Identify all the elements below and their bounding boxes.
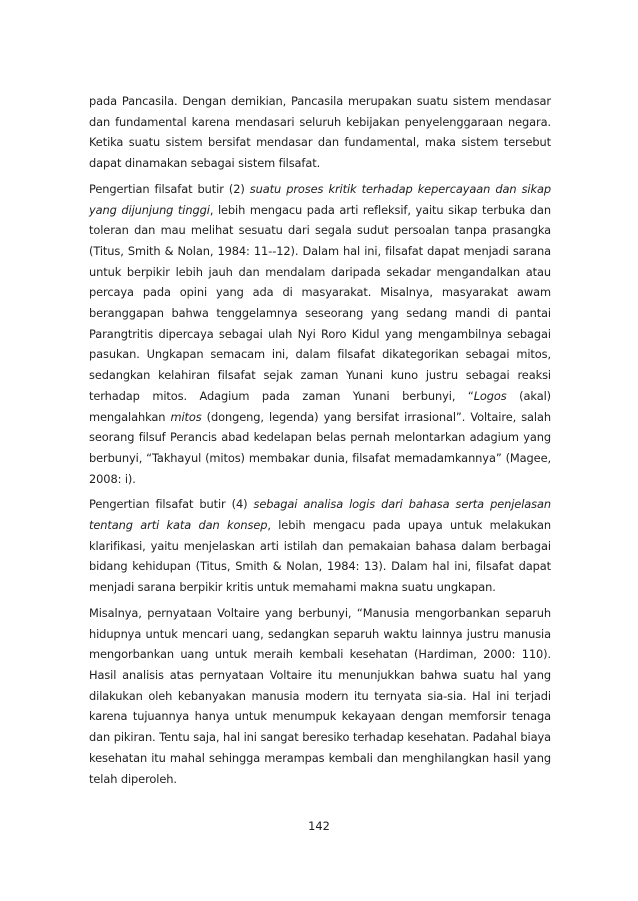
paragraph-3 bbox=[89, 494, 551, 598]
paragraph-4 bbox=[89, 603, 551, 789]
paragraph-3-text: , lebih mengacu pada upaya untuk melakukan klarifikasi, yaitu menjelaskan arti istilah dan pemakaian bahasa dalam berbagai bidang kehidupan (Titus, Smith & Nolan, 1984: 13). Dalam hal ini, filsafat dapat menjadi sarana berpikir kritis untuk memahami makna suatu ungkapan. bbox=[89, 518, 551, 595]
paragraph-2-text: , lebih mengacu pada arti refleksif, yaitu sikap terbuka dan toleran dan mau melihat sesuatu dari segala sudut persoalan tanpa prasangka (Titus, Smith & Nolan, 1984: 11--12). Dalam hal ini, filsafat dapat menjadi sarana untuk berpikir lebih jauh dan mendalam daripada sekadar mengandalkan atau percaya pada opini yang ada di masyarakat. Misalnya, masyarakat awam beranggapan bahwa tenggelamnya seseorang yang sedang mandi di pantai Parangtritis dipercaya sebagai ulah Nyi Roro Kidul yang mengambilnya sebagai pasukan. Ungkapan semacam ini, dalam filsafat dikategorikan sebagai mitos, sedangkan kelahiran filsafat sejak zaman Yunani kuno justru sebagai reaksi terhadap mitos. Adagium pada zaman Yunani berbunyi, “ bbox=[89, 202, 551, 403]
paragraph-1 bbox=[89, 91, 551, 174]
paragraph-2-text: (dongeng, legenda) yang bersifat irrasional”. Voltaire, salah seorang filsuf Perancis abad kedelapan belas pernah melontarkan adagium yang berbunyi, “Takhayul (mitos) membakar dunia, filsafat memadamkannya” (Magee, 2008: i). bbox=[89, 409, 551, 486]
paragraph-3-italic-phrase: sebagai analisa logis dari bahasa serta penjelasan tentang arti kata dan konsep bbox=[89, 497, 551, 533]
paragraph-3-text: Pengertian filsafat butir (4) bbox=[89, 497, 254, 512]
paragraph-2-italic-logos: Logos bbox=[473, 388, 507, 403]
paragraph-2 bbox=[89, 179, 551, 490]
body-text bbox=[89, 91, 551, 794]
paragraph-2-text: (akal) mengalahkan bbox=[89, 388, 551, 424]
paragraph-4-text: Misalnya, pernyataan Voltaire yang berbunyi, “Manusia mengorbankan separuh hidupnya untuk mencari uang, sedangkan separuh waktu lainnya justru manusia mengorbankan uang untuk meraih kembali kesehatan (Hardiman, 2000: 110). Hasil analisis atas pernyataan Voltaire itu menunjukkan bahwa suatu hal yang dilakukan oleh kebanyakan manusia modern itu ternyata sia-sia. Hal ini terjadi karena tujuannya hanya untuk menumpuk kekayaan dengan memforsir tenaga dan pikiran. Tentu saja, hal ini sangat beresiko terhadap kesehatan. Padahal biaya kesehatan itu mahal sehingga merampas kembali dan menghilangkan hasil yang telah diperoleh. bbox=[89, 605, 551, 786]
paragraph-1-text: pada Pancasila. Dengan demikian, Pancasila merupakan suatu sistem mendasar dan fundamental karena mendasari seluruh kebijakan penyelenggaraan negara. Ketika suatu sistem bersifat mendasar dan fundamental, maka sistem tersebut dapat dinamakan sebagai sistem filsafat. bbox=[89, 94, 551, 171]
paragraph-2-italic-mitos: mitos bbox=[170, 409, 202, 424]
paragraph-2-italic-phrase: suatu proses kritik terhadap kepercayaan dan sikap yang dijunjung tinggi bbox=[89, 181, 551, 217]
page-number: 142 bbox=[308, 819, 330, 833]
paragraph-2-text: Pengertian filsafat butir (2) bbox=[89, 181, 250, 196]
